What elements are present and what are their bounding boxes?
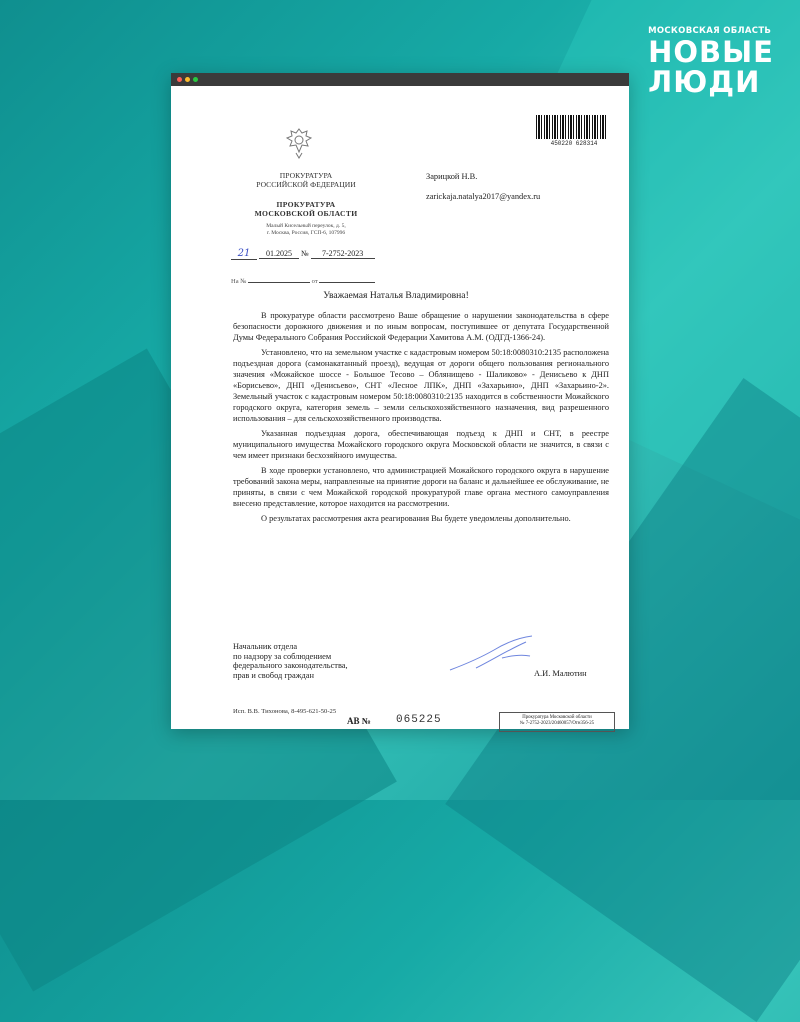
letter-body bbox=[233, 310, 609, 527]
recipient-name: Зарицкой Н.В. bbox=[426, 172, 478, 181]
org-address: Малый Кисельный переулок, д. 5, г. Москва, Россия, ГСП-6, 107996 bbox=[266, 223, 346, 236]
org-header-regional: ПРОКУРАТУРА МОСКОВСКОЙ ОБЛАСТИ bbox=[254, 200, 358, 218]
window-titlebar bbox=[171, 73, 629, 86]
date-rest: 01.2025 bbox=[259, 249, 299, 259]
brand-region: МОСКОВСКАЯ ОБЛАСТЬ bbox=[648, 26, 772, 36]
signer-title: Начальник отдела по надзору за соблюдением федерального законодательства, прав и свобод граждан bbox=[233, 642, 348, 680]
salutation: Уважаемая Наталья Владимировна! bbox=[323, 290, 469, 301]
brand-logo bbox=[648, 26, 774, 99]
brand-name-line2: ЛЮДИ bbox=[648, 65, 761, 99]
paragraph: О результатах рассмотрения акта реагирования Вы будете уведомлены дополнительно. bbox=[261, 513, 571, 523]
paragraph: В ходе проверки установлено, что администрацией Можайского городского округа в нарушение требований закона меры, направленные на принятие дороги на баланс и дальнейшее ее обслуживание, не приняты, в связи с чем Можайской городской прокуратурой главе органа местного самоуправления внесено представление, которое находится на рассмотрении. bbox=[233, 465, 609, 508]
reference-line: На № от bbox=[231, 278, 375, 285]
barcode-icon bbox=[536, 115, 608, 139]
close-dot-icon[interactable] bbox=[177, 77, 182, 82]
coat-of-arms-icon bbox=[285, 126, 313, 160]
paragraph: Установлено, что на земельном участке с кадастровым номером 50:18:0080310:2135 расположена подъездная дорога (самонакатанный проезд), ведущая от дороги общего пользования регионального значения «Можайское шоссе - Большое Тесово – Облянищево - Шаликово» - Денисьево к ДНП «Борисьево», ДНП «Денисьево», СНТ «Лесное ЛПК», ДНП «Захарьино», ДНП «Захарьино-2». Земельный участок с кадастровым номером 50:18:0080310:2135 находится в собственности Можайского городского округа, категория земель – земли сельскохозяйственного назначения, вид разрешенного использования – для сельскохозяйственного производства. bbox=[233, 347, 609, 424]
signer-name: А.И. Малютин bbox=[534, 669, 587, 678]
recipient-email: zarickaja.natalya2017@yandex.ru bbox=[426, 192, 541, 201]
barcode-number: 450220 628314 bbox=[550, 140, 598, 147]
date-day: 21 bbox=[237, 248, 251, 259]
ab-number: 065225 bbox=[396, 714, 442, 726]
signature-icon bbox=[446, 634, 536, 674]
paragraph: Указанная подъездная дорога, обеспечивающая подъезд к ДНП и СНТ, в реестре муниципального имущества Можайского городского округа Московской области не значится, в связи с чем имеет признаки бесхозяйного имущества. bbox=[233, 428, 609, 461]
document-window bbox=[171, 73, 629, 729]
executor-info: Исп. В.В. Тихонова, 8-495-621-50-25 bbox=[233, 708, 337, 715]
org-header-federal: ПРОКУРАТУРА РОССИЙСКОЙ ФЕДЕРАЦИИ bbox=[256, 171, 356, 189]
paragraph: В прокуратуре области рассмотрено Ваше обращение о нарушении законодательства в сфере безопасности дорожного движения и по иным вопросам, поступившее от депутата Государственной Думы Федерального Собрания Российской Федерации Хамитова А.М. (ОДГД-1366-24). bbox=[233, 311, 609, 343]
document-date-number bbox=[231, 248, 375, 260]
document-number: 7-2752-2023 bbox=[311, 249, 375, 259]
ab-label: АВ № bbox=[347, 716, 371, 726]
maximize-dot-icon[interactable] bbox=[193, 77, 198, 82]
registration-stamp: Прокуратура Московской области № 7-2752-2023/20460057/Отн356-25 bbox=[499, 712, 615, 732]
minimize-dot-icon[interactable] bbox=[185, 77, 190, 82]
brand-name-line1: НОВЫЕ bbox=[648, 35, 774, 69]
number-label: № bbox=[301, 249, 309, 258]
